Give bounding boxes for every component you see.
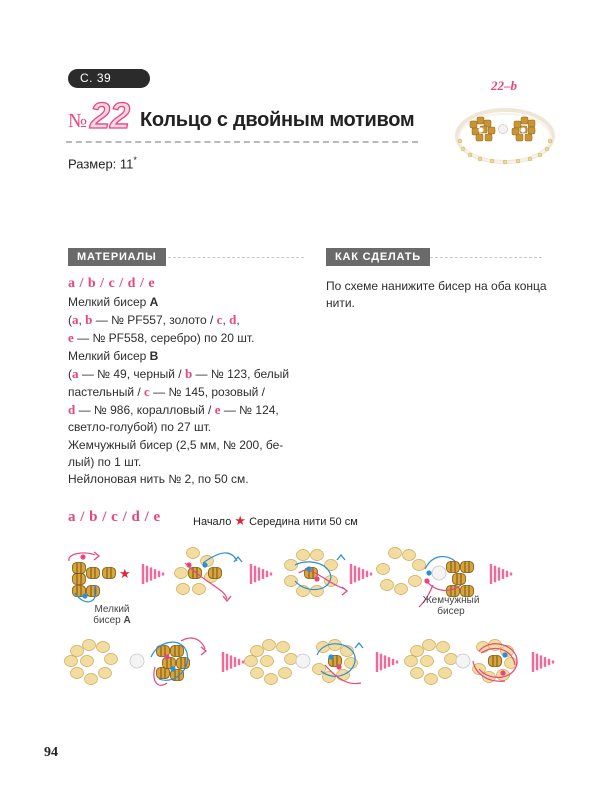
materials-text: — № PF557, золото / — [92, 313, 217, 328]
materials-line — [68, 311, 308, 329]
page-number: 94 — [44, 745, 58, 760]
variant-letter: d — [68, 402, 76, 418]
gold-bead — [87, 568, 100, 579]
materials-text: Мелкий бисер — [68, 348, 150, 363]
label-small-bead-line: бисер A — [93, 615, 131, 626]
pale-bead — [187, 548, 200, 559]
gold-bead — [489, 656, 502, 667]
variant-letter: e — [214, 402, 221, 418]
thread-end-dot — [164, 654, 169, 659]
thread-end-dot — [500, 670, 505, 675]
photo-label: 22–b — [491, 78, 517, 93]
label-pearl-line: бисер — [437, 606, 465, 617]
number-sign: № — [68, 110, 88, 132]
variant-letter: a — [72, 365, 79, 381]
materials-line — [68, 294, 308, 311]
thread-end-dot — [502, 652, 507, 657]
materials-heading-rule — [168, 257, 304, 258]
pale-bead — [177, 584, 190, 595]
variant-letter: b — [184, 365, 193, 381]
bead-type-letter: A — [149, 295, 159, 309]
pale-bead — [245, 656, 258, 667]
pale-bead — [85, 674, 98, 685]
pale-bead — [439, 668, 452, 679]
pale-bead — [421, 656, 434, 667]
materials-text: — № 145, розовый / — [149, 385, 266, 400]
pale-bead — [279, 668, 292, 679]
bead-type-letter: B — [149, 348, 159, 363]
label-small-bead-letter: A — [123, 615, 131, 626]
materials-line — [68, 383, 308, 401]
variant-letter: a — [72, 312, 79, 328]
pale-bead — [99, 668, 112, 679]
materials-list — [68, 294, 308, 488]
materials-text: ( — [68, 366, 72, 381]
pale-bead — [403, 550, 416, 561]
pale-bead — [325, 560, 338, 571]
pale-bead — [425, 674, 438, 685]
pearl-bead — [456, 654, 470, 668]
thread-end-dot — [306, 566, 311, 571]
thread-arrowhead — [355, 643, 363, 648]
gold-bead — [103, 568, 116, 579]
materials-text: — № 986, коралловый / — [75, 403, 215, 418]
gold-bead — [189, 568, 202, 579]
ring-size-text: Размер: 11 — [68, 156, 134, 172]
materials-text: — № 124, — [220, 403, 279, 418]
materials-line — [68, 419, 308, 436]
title-divider — [66, 141, 418, 143]
how-to-line: нити. — [326, 296, 355, 311]
thread-end-dot — [202, 562, 207, 567]
page-reference-badge: С. 39 — [68, 69, 150, 88]
thread-end-dot — [80, 554, 85, 559]
pale-bead — [381, 580, 394, 591]
materials-line — [68, 365, 308, 383]
variant-letter: b — [85, 312, 93, 328]
materials-text: Мелкий бисер — [68, 295, 150, 309]
materials-line — [68, 471, 308, 488]
pale-bead — [277, 642, 290, 653]
pale-bead — [311, 586, 324, 597]
pale-bead — [65, 656, 78, 667]
gold-bead — [447, 562, 460, 573]
gold-bead — [73, 563, 86, 574]
materials-line — [68, 437, 308, 454]
pale-bead — [445, 654, 458, 665]
star-icon: ★ — [234, 513, 247, 528]
gold-bead — [453, 574, 466, 585]
how-to-line: По схеме нанижите бисер на оба конца — [326, 279, 547, 293]
materials-text: , — [236, 313, 240, 328]
pale-bead — [71, 668, 84, 679]
pale-bead — [411, 646, 424, 657]
ring-photo — [450, 96, 560, 182]
gold-bead — [171, 646, 184, 657]
materials-heading: МАТЕРИАЛЫ — [68, 248, 166, 266]
materials-text: ( — [68, 313, 72, 328]
pattern-number: 22 — [90, 95, 131, 136]
start-star-icon: ★ — [119, 567, 131, 582]
pale-bead — [437, 642, 450, 653]
materials-text: пастельный / — [68, 385, 145, 400]
thread-arrowhead — [337, 555, 345, 560]
pearl-bead — [296, 654, 310, 668]
diagram-variants: a / b / c / d / e — [68, 509, 161, 525]
thread-arrowhead — [342, 587, 347, 595]
materials-text: — № 49, черный / — [78, 366, 185, 381]
how-to-heading-rule — [430, 257, 542, 258]
pale-bead — [175, 568, 188, 579]
pale-bead — [263, 640, 276, 651]
pearl-bead — [432, 566, 446, 580]
pale-bead — [423, 640, 436, 651]
materials-line — [68, 329, 308, 347]
pale-bead — [83, 640, 96, 651]
pale-bead — [193, 584, 206, 595]
pale-bead — [409, 576, 422, 587]
thread-end-dot — [328, 654, 333, 659]
pale-bead — [377, 564, 390, 575]
pale-bead — [389, 548, 402, 559]
pale-bead — [251, 646, 264, 657]
thread-end-dot — [424, 578, 429, 583]
materials-text: — № PF558, серебро) по 20 шт. — [73, 331, 255, 346]
how-to-heading: КАК СДЕЛАТЬ — [326, 248, 430, 266]
legend-middle-label: Середина нити 50 см — [249, 516, 358, 528]
materials-text: Жемчужный бисер (2,5 мм, № 200, бе- — [68, 437, 284, 452]
materials-text: , — [78, 313, 86, 328]
page-title: Кольцо с двойным мотивом — [140, 109, 415, 131]
pale-bead — [413, 560, 426, 571]
label-pearl-bead — [416, 595, 486, 617]
materials-line — [68, 401, 308, 419]
pale-bead — [405, 656, 418, 667]
gold-bead — [157, 668, 170, 679]
variant-letter: e — [68, 330, 74, 346]
gold-bead — [461, 562, 474, 573]
label-small-bead-line: Мелкий — [94, 604, 130, 615]
diagram-legend — [193, 513, 358, 529]
thread-end-dot — [82, 593, 87, 598]
thread-end-dot — [170, 666, 175, 671]
gold-bead — [87, 586, 100, 597]
pale-bead — [261, 656, 274, 667]
variant-letter: d — [229, 312, 237, 328]
materials-line — [68, 348, 308, 365]
thread-arrowhead — [94, 552, 99, 560]
gold-bead — [73, 574, 86, 585]
pale-bead — [105, 654, 118, 665]
pale-bead — [251, 668, 264, 679]
pale-bead — [285, 654, 298, 665]
pale-bead — [395, 584, 408, 595]
pale-bead — [311, 550, 324, 561]
pale-bead — [71, 646, 84, 657]
materials-text: , — [222, 313, 230, 328]
pale-bead — [297, 550, 310, 561]
variant-letter: c — [216, 312, 223, 328]
thread-end-dot — [186, 562, 191, 567]
label-small-bead — [82, 604, 142, 626]
pale-bead — [411, 668, 424, 679]
materials-text: Нейлоновая нить № 2, по 50 см. — [68, 472, 249, 487]
ring-size — [68, 155, 137, 171]
pale-bead — [81, 656, 94, 667]
pale-bead — [265, 674, 278, 685]
ring-size-mark: * — [133, 155, 137, 165]
thread-end-dot — [336, 664, 341, 669]
gold-bead — [209, 568, 222, 579]
materials-variants: a / b / c / d / e — [68, 276, 156, 291]
thread-end-dot — [314, 576, 319, 581]
thread-end-dot — [426, 570, 431, 575]
pearl-bead — [130, 654, 144, 668]
pale-bead — [97, 642, 110, 653]
materials-text: светло-голубой) по 27 шт. — [68, 420, 212, 435]
materials-text: лый) по 1 шт. — [68, 454, 142, 469]
materials-text: — № 123, белый — [192, 366, 290, 381]
variant-letter: c — [144, 384, 150, 400]
label-pearl-line: Жемчужный — [422, 595, 480, 606]
materials-line — [68, 454, 308, 471]
legend-start-label: Начало — [193, 516, 232, 528]
pale-bead — [329, 640, 342, 651]
how-to-text — [326, 278, 556, 312]
